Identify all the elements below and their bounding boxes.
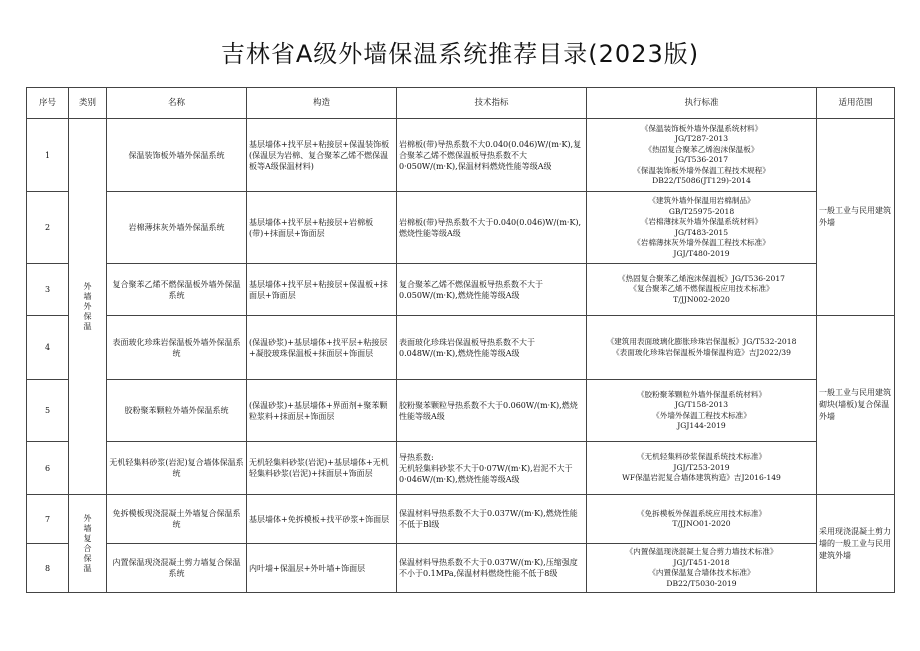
header-standard: 执行标准 — [587, 88, 817, 119]
catalog-table — [26, 87, 895, 593]
row-index: 7 — [27, 495, 69, 544]
row-index: 5 — [27, 380, 69, 442]
header-structure: 构造 — [247, 88, 397, 119]
header-scope: 适用范围 — [817, 88, 895, 119]
scope-cell: 一般工业与民用建筑砌块(墙板)复合保温外墙 — [817, 316, 895, 495]
row-structure: 基层墙体+免拆模板+找平砂浆+饰面层 — [247, 495, 397, 544]
category-label: 外墙外保温 — [83, 281, 92, 331]
row-structure: 基层墙体+找平层+粘接层+岩棉板(带)+抹面层+饰面层 — [247, 192, 397, 264]
row-index: 1 — [27, 119, 69, 192]
row-tech: 岩棉板(带)导热系数不大0.040(0.046)W/(m·K),复合聚苯乙烯不燃保温板导热系数不大0·050W/(m·K),保温材料燃烧性能等级A级 — [397, 119, 587, 192]
row-name: 保温装饰板外墙外保温系统 — [107, 119, 247, 192]
row-standard: 《热固复合聚苯乙烯泡沫保温板》JG/T536-2017 《复合聚苯乙烯不燃保温板应用技术标准》 T/JJN002-2020 — [587, 264, 817, 316]
category-cell — [69, 495, 107, 593]
header-tech: 技术指标 — [397, 88, 587, 119]
row-standard: 《建筑用表面玻璃化膨胀珍珠岩保温板》JG/T532-2018 《表面玻化珍珠岩保温板外墙保温构造》吉J2022/39 — [587, 316, 817, 380]
row-structure: 无机轻集料砂浆(岩泥)+基层墙体+无机轻集料砂浆(岩泥)+抹面层+饰面层 — [247, 442, 397, 495]
row-index: 3 — [27, 264, 69, 316]
row-standard: 《内置保温现浇混凝土复合剪力墙技术标准》 JGJ/T451-2018 《内置保温复合墙体技术标准》 DB22/T5030-2019 — [587, 544, 817, 593]
row-index: 4 — [27, 316, 69, 380]
category-label: 外墙复合保温 — [83, 513, 92, 573]
row-tech: 岩棉板(带)导热系数不大于0.040(0.046)W/(m·K),燃烧性能等级A级 — [397, 192, 587, 264]
row-name: 免拆模板现浇混凝土外墙复合保温系统 — [107, 495, 247, 544]
row-standard: 《免拆模板外保温系统应用技术标准》 T/JJNO01-2020 — [587, 495, 817, 544]
scope-cell: 采用现浇混凝土剪力墙的一般工业与民用建筑外墙 — [817, 495, 895, 593]
row-standard: 《保温装饰板外墙外保温系统材料》 JG/T287-2013 《热固复合聚苯乙烯泡沫保温板》 JG/T536-2017 《保温装饰板外墙外保温工程技术规程》 DB22/T5086(JT129)-2014 — [587, 119, 817, 192]
row-name: 复合聚苯乙烯不燃保温板外墙外保温系统 — [107, 264, 247, 316]
page-title: 吉林省A级外墙保温系统推荐目录(2023版) — [220, 40, 700, 68]
row-index: 6 — [27, 442, 69, 495]
row-index: 2 — [27, 192, 69, 264]
header-row — [27, 88, 895, 119]
table-row — [27, 442, 895, 495]
row-name: 胶粉聚苯颗粒外墙外保温系统 — [107, 380, 247, 442]
row-name: 无机轻集料砂浆(岩泥)复合墙体保温系统 — [107, 442, 247, 495]
table-row — [27, 264, 895, 316]
row-structure: 基层墙体+找平层+粘接层+保温板+抹面层+饰面层 — [247, 264, 397, 316]
row-name: 表面玻化珍珠岩保温板外墙外保温系统 — [107, 316, 247, 380]
header-name: 名称 — [107, 88, 247, 119]
row-name: 岩棉薄抹灰外墙外保温系统 — [107, 192, 247, 264]
row-tech: 导热系数: 无机轻集料砂浆不大于0·07W/(m·K),岩泥不大于0·046W/(m·K),燃烧性能等级A级 — [397, 442, 587, 495]
row-tech: 保温材料导热系数不大于0.037W/(m·K),压缩强度不小于0.1MPa,保温材料燃烧性能不低于8级 — [397, 544, 587, 593]
table-row — [27, 544, 895, 593]
row-structure: (保温砂浆)+基层墙体+找平层+粘接层+凝胶玻珠保温板+抹面层+饰面层 — [247, 316, 397, 380]
table-row — [27, 119, 895, 192]
row-standard: 《无机轻集料砂浆保温系统技术标准》 JGJ/T253-2019 WF保温岩泥复合墙体建筑构造》吉J2016-149 — [587, 442, 817, 495]
row-structure: (保温砂浆)+基层墙体+界面剂+聚苯颗粒浆料+抹面层+饰面层 — [247, 380, 397, 442]
row-tech: 表面玻化珍珠岩保温板导热系数不大于0.048W/(m·K),燃烧性能等级A级 — [397, 316, 587, 380]
header-index: 序号 — [27, 88, 69, 119]
table-row — [27, 380, 895, 442]
row-tech: 复合聚苯乙烯不燃保温板导热系数不大于0.050W/(m·K),燃烧性能等级A级 — [397, 264, 587, 316]
row-standard: 《胶粉聚苯颗粒外墙外保温系统材料》 JG/T158-2013 《外墙外保温工程技术标准》 JGJ144-2019 — [587, 380, 817, 442]
row-standard: 《建筑外墙外保温用岩棉制品》 GB/T25975-2018 《岩棉薄抹灰外墙外保温系统材料》 JG/T483-2015 《岩棉薄抹灰外墙外保温工程技术标准》 JGJ/T480-2019 — [587, 192, 817, 264]
category-cell — [69, 119, 107, 495]
row-tech: 保温材料导热系数不大于0.037W/(m·K),燃烧性能不低于Bl级 — [397, 495, 587, 544]
header-category: 类别 — [69, 88, 107, 119]
table-row — [27, 316, 895, 380]
row-index: 8 — [27, 544, 69, 593]
row-structure: 基层墙体+找平层+粘接层+保温装饰板(保温层为岩棉、复合聚苯乙烯不燃保温板等A级保温材料) — [247, 119, 397, 192]
scope-cell: 一般工业与民用建筑外墙 — [817, 119, 895, 316]
row-structure: 内叶墙+保温层+外叶墙+饰面层 — [247, 544, 397, 593]
table-row — [27, 192, 895, 264]
row-name: 内置保温现浇混凝土剪力墙复合保温系统 — [107, 544, 247, 593]
table-row — [27, 495, 895, 544]
row-tech: 胶粉聚苯颗粒导热系数不大于0.060W/(m·K),燃烧性能等级A级 — [397, 380, 587, 442]
